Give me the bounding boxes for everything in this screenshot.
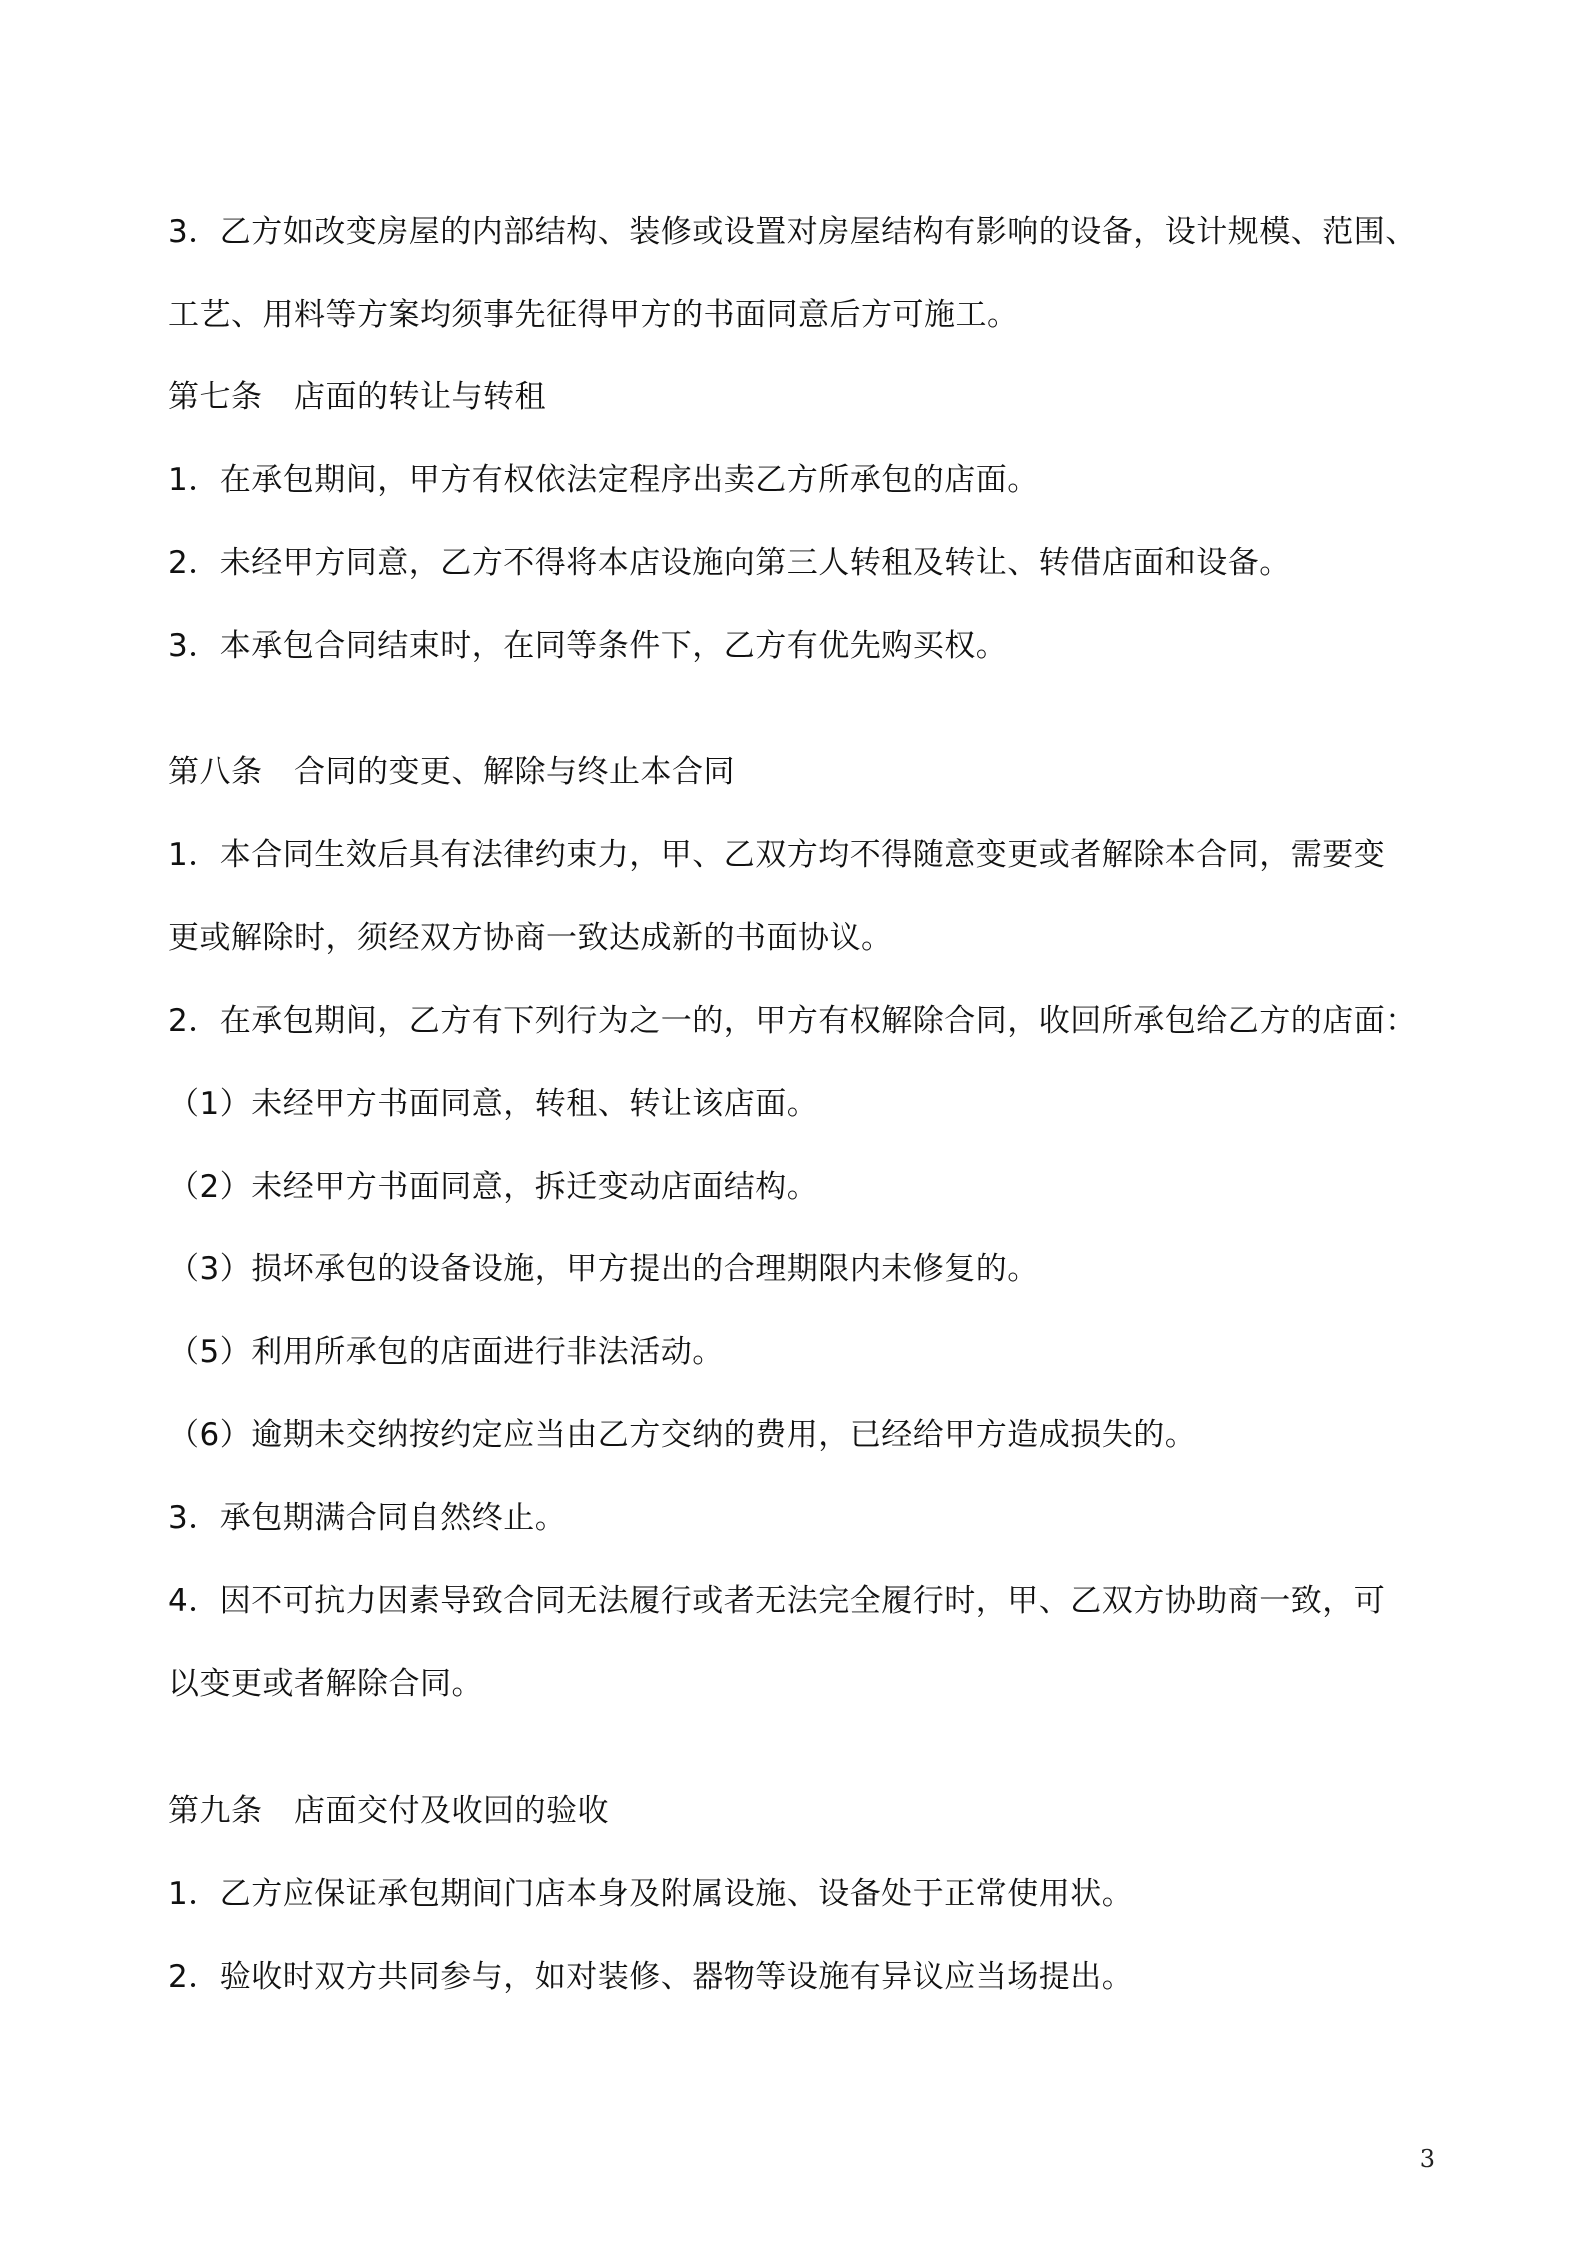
page-number: 3	[1419, 2145, 1435, 2173]
article-8-item-1-line-1: 1．本合同生效后具有法律约束力，甲、乙双方均不得随意变更或者解除本合同，需要变	[168, 837, 1386, 873]
article-8-item-1-line-2: 更或解除时，须经双方协商一致达成新的书面协议。	[168, 920, 893, 956]
article-8-item-4-line-2: 以变更或者解除合同。	[168, 1666, 483, 1702]
article-8-subitem-6: （6）逾期未交纳按约定应当由乙方交纳的费用，已经给甲方造成损失的。	[168, 1417, 1197, 1453]
article-7-item-3: 3．本承包合同结束时，在同等条件下，乙方有优先购买权。	[168, 628, 1008, 664]
article-8-item-4-line-1: 4．因不可抗力因素导致合同无法履行或者无法完全履行时，甲、乙双方协助商一致，可	[168, 1583, 1386, 1619]
article-7-item-2: 2．未经甲方同意，乙方不得将本店设施向第三人转租及转让、转借店面和设备。	[168, 545, 1291, 581]
article-9-heading: 第九条 店面交付及收回的验收	[168, 1793, 609, 1829]
article-9-item-1: 1．乙方应保证承包期间门店本身及附属设施、设备处于正常使用状。	[168, 1876, 1134, 1912]
article-8-subitem-2: （2）未经甲方书面同意，拆迁变动店面结构。	[168, 1169, 819, 1205]
article-8-heading: 第八条 合同的变更、解除与终止本合同	[168, 754, 735, 790]
clause-6-item-3-line-1: 3．乙方如改变房屋的内部结构、装修或设置对房屋结构有影响的设备，设计规模、范围、	[168, 214, 1417, 250]
article-8-item-2: 2．在承包期间，乙方有下列行为之一的，甲方有权解除合同，收回所承包给乙方的店面：	[168, 1003, 1417, 1039]
article-8-subitem-5: （5）利用所承包的店面进行非法活动。	[168, 1334, 724, 1370]
article-7-heading: 第七条 店面的转让与转租	[168, 379, 546, 415]
article-8-subitem-3: （3）损坏承包的设备设施，甲方提出的合理期限内未修复的。	[168, 1251, 1039, 1287]
clause-6-item-3-line-2: 工艺、用料等方案均须事先征得甲方的书面同意后方可施工。	[168, 297, 1019, 333]
article-7-item-1: 1．在承包期间，甲方有权依法定程序出卖乙方所承包的店面。	[168, 462, 1039, 498]
article-8-subitem-1: （1）未经甲方书面同意，转租、转让该店面。	[168, 1086, 819, 1122]
article-9-item-2: 2．验收时双方共同参与，如对装修、器物等设施有异议应当场提出。	[168, 1959, 1134, 1995]
article-8-item-3: 3．承包期满合同自然终止。	[168, 1500, 567, 1536]
